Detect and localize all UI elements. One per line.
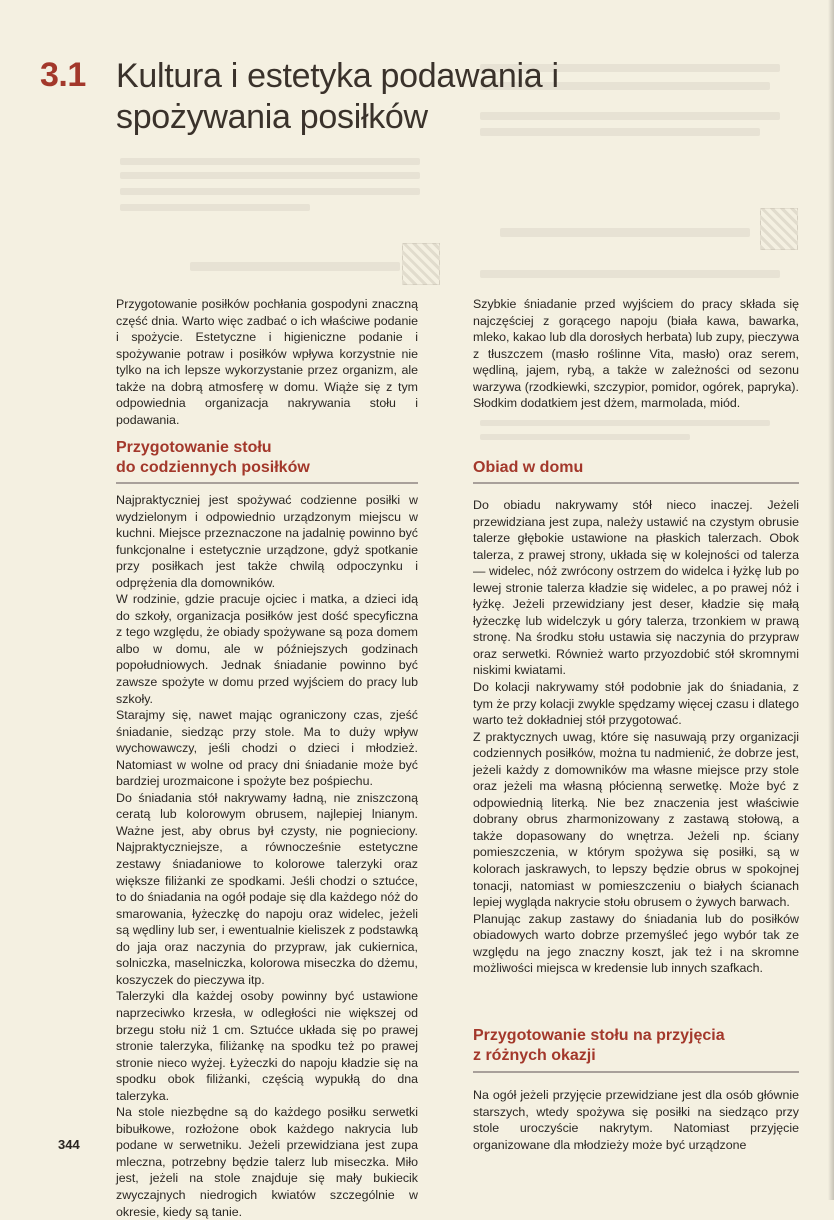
paragraph: Talerzyki dla każdej osoby powinny być ustawione naprzeciwko krzesła, w odległości nie większej od brzegu stołu niż 1 cm. Sztućce układa się po prawej stronie talerzyka, filiżankę na spodku też po prawej stronie nieco wyżej. Łyżeczki do napoju kładzie się na spodku obok filiżanki, częścią wypukłą do dna talerzyka. bbox=[116, 989, 418, 1103]
bleed-through-line bbox=[500, 228, 750, 237]
chapter-title: Kultura i estetyka podawania i spożywania posiłków bbox=[116, 57, 559, 136]
bleed-through-line bbox=[190, 262, 400, 271]
page-edge-shadow bbox=[828, 0, 834, 1200]
bleed-through-line bbox=[480, 434, 690, 440]
section-divider bbox=[473, 482, 799, 484]
chapter-number: 3.1 bbox=[40, 56, 86, 94]
bleed-through-icon bbox=[760, 208, 798, 250]
bleed-through-line bbox=[120, 158, 420, 165]
paragraph: Najpraktyczniej jest spożywać codzienne posiłki w wydzielonym i odpowiednio urządzonym miejscu w kuchni. Miejsce przeznaczone na jadalnię powinno być funkcjonalne i estetycznie urządzone, gdyż spotkanie przy posiłkach jest także chwilą odpoczynku i odprężenia dla domowników. bbox=[116, 493, 418, 590]
page-number: 344 bbox=[58, 1137, 80, 1152]
bleed-through-line bbox=[120, 172, 420, 179]
paragraph: Na ogół jeżeli przyjęcie przewidziane jest dla osób głównie starszych, wtedy spożywa się posiłki na siedząco przy stole uroczyście nakrytym. Natomiast przyjęcie organizowane dla młodzieży może być urządzone bbox=[473, 1088, 799, 1152]
daily-meals-body bbox=[116, 492, 418, 1220]
paragraph: Na stole niezbędne są do każdego posiłku serwetki bibułkowe, rozłożone obok każdego nakrycia lub podane w serwetniku. Jeżeli przewidziana jest zupa mleczna, potrzebny będzie talerz lub miseczka. Miło jest, jeżeli na stole znajduje się mały bukiecik zwyczajnych niedrogich kwiatów szczególnie w okresie, kiedy są tanie. bbox=[116, 1105, 418, 1219]
lunch-body bbox=[473, 497, 799, 977]
heading-line: Przygotowanie stołu na przyjęcia bbox=[473, 1027, 725, 1044]
section-heading-receptions bbox=[473, 1026, 799, 1066]
heading-line: do codziennych posiłków bbox=[116, 459, 310, 476]
bleed-through-icon bbox=[402, 243, 440, 285]
paragraph: Z praktycznych uwag, które się nasuwają przy organizacji codziennych posiłków, można tu nadmienić, że dobrze jest, jeżeli każdy z domowników ma własne miejsce przy stole oraz jeżeli ma własną płócienną serwetkę. Może być z odpowiednią literką. Nie bez znaczenia jest właściwie dobrany obrus zharmonizowany z zastawą stołową, a także dopasowany do wnętrza. Jeżeli np. ściany pomieszczenia, w którym spożywa się posiłki, są w kolorach jaskrawych, to lepszy będzie obrus w spokojnej tonacji, natomiast w pomieszczeniu o białych ścianach lepiej wygląda nakrycie stołu obrusem o żywych barwach. bbox=[473, 729, 799, 910]
intro-text: Przygotowanie posiłków pochłania gospodyni znaczną część dnia. Warto więc zadbać o ich właściwe podanie i spożycie. Estetyczne i higieniczne podanie i spożywanie potraw i posiłków wpływa korzystnie nie tylko na ich lepsze wykorzystanie przez organizm, ale także na dobrą atmosferę w domu. Wiąże się z tym odpowiednia organizacja nakrywania stołu i podawania. bbox=[116, 297, 418, 427]
breakfast-text: Szybkie śniadanie przed wyjściem do pracy składa się najczęściej z gorącego napoju (biała kawa, bawarka, mleko, kakao lub dla dorosłych herbata) lub zupy, pieczywa z tłuszczem (masło roślinne Vita, masło) oraz serem, wędliną, jajem, rybą, a także w zależności od sezonu warzywa (rzodkiewki, szczypior, pomidor, ogórek, papryka). Słodkim dodatkiem jest dżem, marmolada, miód. bbox=[473, 297, 799, 411]
paragraph: Planując zakup zastawy do śniadania lub do posiłków obiadowych warto dobrze przemyśleć jego wybór tak ze względu na jego znaczny koszt, jak też i na skromne możliwości miejsca w kredensie lub innych szafkach. bbox=[473, 911, 799, 976]
receptions-body bbox=[473, 1087, 799, 1153]
paragraph: Do obiadu nakrywamy stół nieco inaczej. Jeżeli przewidziana jest zupa, należy ustawić na czystym obrusie talerze głębokie ustawione na płaskich talerzach. Obok talerza, z prawej strony, układa się w kolejności od talerza — widelec, nóż zwrócony ostrzem do widelca i łyżkę lub po lewej stronie talerza kładzie się widelec, a po prawej nóż i łyżkę. Jeżeli przewidziany jest deser, kładzie się małą łyżeczkę lub widelczyk u góry talerza, trzonkiem w prawą stronę. Na środku stołu ustawia się naczynia do przypraw oraz serwetki. Również warto przyozdobić stół skromnymi niskimi kwiatami. bbox=[473, 498, 799, 678]
paragraph: Starajmy się, nawet mając ograniczony czas, zjeść śniadanie, siedząc przy stole. Ma to duży wpływ wychowawczy, jeśli chodzi o dzieci i młodzież. Natomiast w wolne od pracy dni śniadanie może być bardziej urozmaicone i spożyte bez pośpiechu. bbox=[116, 708, 418, 789]
section-heading-daily-meals bbox=[116, 438, 416, 478]
paragraph: Do śniadania stół nakrywamy ładną, nie zniszczoną ceratą lub kolorowym obrusem, najlepiej lnianym. Ważne jest, aby obrus był czysty, nie pognieciony. Najpraktyczniejsze, a równocześnie estetyczne zestawy śniadaniowe to kolorowe talerzyki oraz większe filiżanki ze spodkami. Jeśli chodzi o sztućce, to do śniadania na ogół podaje się dla każdego nóż do smarowania, łyżeczkę do napoju oraz widelec, jeżeli są wędliny lub ser, i ewentualnie kieliszek z podstawką do jaja oraz naczynia do przypraw, jak cukiernica, solniczka, maselniczka, kolorowa miseczka do dżemu, koszyczek do pieczywa itp. bbox=[116, 790, 418, 987]
bleed-through-line bbox=[480, 420, 770, 426]
heading-line: z różnych okazji bbox=[473, 1047, 596, 1064]
breakfast-paragraph bbox=[473, 296, 799, 412]
section-divider bbox=[473, 1071, 799, 1073]
section-divider bbox=[116, 482, 418, 484]
heading-line: Przygotowanie stołu bbox=[116, 439, 272, 456]
bleed-through-line bbox=[120, 188, 420, 195]
bleed-through-line bbox=[480, 270, 780, 278]
paragraph: W rodzinie, gdzie pracuje ojciec i matka, a dzieci idą do szkoły, organizacja posiłków jest dość specyficzna z tego względu, że obiady spożywane są poza domem albo w domu, ale w późniejszych godzinach popołudniowych. Jednak śniadanie powinno być zawsze spożyte w domu przed wyjściem do pracy lub szkoły. bbox=[116, 592, 418, 706]
paragraph: Do kolacji nakrywamy stół podobnie jak do śniadania, z tym że przy kolacji zwykle spędzamy więcej czasu i dlatego warto też dokładniej stół przygotować. bbox=[473, 680, 799, 728]
section-heading-lunch: Obiad w domu bbox=[473, 459, 584, 476]
bleed-through-line bbox=[120, 204, 310, 211]
intro-paragraph bbox=[116, 296, 418, 428]
